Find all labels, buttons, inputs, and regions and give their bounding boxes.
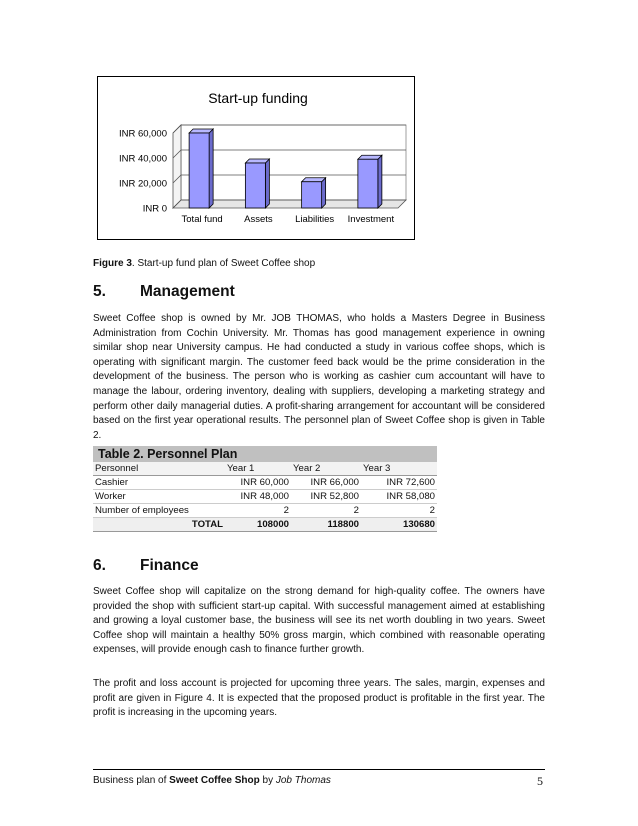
cell: Cashier [93, 476, 225, 490]
header-year2: Year 2 [291, 462, 361, 476]
total-year2: 118800 [291, 518, 361, 532]
cell: INR 66,000 [291, 476, 361, 490]
chart-xtick-label: Investment [347, 214, 395, 225]
chart-bar-top [302, 178, 326, 182]
section-6-heading [93, 557, 199, 575]
cell: INR 58,080 [361, 490, 437, 504]
chart-xtick-label: Assets [244, 214, 273, 225]
header-year1: Year 1 [225, 462, 291, 476]
chart-ytick-label: INR 0 [142, 203, 167, 215]
footer-by: by [259, 775, 276, 786]
figure-caption [93, 258, 315, 269]
cell: Worker [93, 490, 225, 504]
footer-rule [93, 769, 545, 770]
chart-ytick-label: INR 40,000 [118, 153, 167, 165]
cell: 2 [361, 504, 437, 518]
chart-bar-side [322, 178, 326, 208]
total-label: TOTAL [93, 518, 225, 532]
table-row [93, 504, 437, 518]
page-footer [93, 775, 545, 786]
cell: Number of employees [93, 504, 225, 518]
figure-label: Figure 3 [93, 258, 132, 269]
finance-paragraph-1: Sweet Coffee shop will capitalize on the strong demand for high-quality coffee. The owners have provided the shop with sufficient start-up capital. With successful management aimed at establishing and growing a loyal customer base, the business will see its net worth doubling in two years. Sweet Coffee shop will maintain a healthy 50% gross margin, which combined with reasonable operating expenses, will provide enough cash to finance further growth. [93, 586, 545, 656]
cell: INR 60,000 [225, 476, 291, 490]
chart-ytick-label: INR 20,000 [118, 178, 167, 190]
cell: INR 72,600 [361, 476, 437, 490]
chart-bar [189, 133, 209, 208]
table-header-row [93, 462, 437, 476]
cell: 2 [225, 504, 291, 518]
chart-title: Start-up funding [208, 90, 308, 106]
startup-funding-chart [97, 76, 415, 240]
chart-canvas [98, 77, 416, 241]
management-paragraph: Sweet Coffee shop is owned by Mr. JOB THOMAS, who holds a Masters Degree in Business Administration from Cochin University. Mr. Thomas has good management experience in owning similar shop near University campus. He had conducted a study in various coffee shops, which is operating with significant margin. The customer feed back would be the prime consideration in the development of the business. The person who is working as cashier cum accountant will have to manage the labour, ordering inventory, dealing with suppliers, developing a marketing strategy and perform other daily managerial duties. A profit-sharing arrangement for accountant will be considered based on the first year operational results. The personnel plan of Sweet Coffee shop is given in Table 2. [93, 313, 545, 441]
table-row [93, 476, 437, 490]
chart-xtick-label: Liabilities [295, 214, 335, 225]
header-personnel: Personnel [93, 462, 225, 476]
section-5-heading [93, 283, 235, 301]
cell: INR 52,800 [291, 490, 361, 504]
footer-author: Job Thomas [275, 775, 331, 786]
section-5-title: Management [140, 283, 235, 300]
chart-bar [302, 182, 322, 208]
cell: INR 48,000 [225, 490, 291, 504]
chart-bar-side [378, 155, 382, 208]
table-row [93, 490, 437, 504]
figure-caption-text: . Start-up fund plan of Sweet Coffee shop [131, 258, 316, 269]
total-year1: 108000 [225, 518, 291, 532]
chart-bar-side [209, 129, 213, 208]
section-6-title: Finance [140, 557, 199, 574]
chart-bar [358, 159, 378, 208]
cell: 2 [291, 504, 361, 518]
page-number: 5 [537, 774, 543, 788]
header-year3: Year 3 [361, 462, 437, 476]
total-year3: 130680 [361, 518, 437, 532]
footer-brand: Sweet Coffee Shop [169, 775, 260, 786]
section-6-number: 6. [93, 557, 106, 574]
chart-side-wall [173, 125, 181, 208]
table-total-row [93, 518, 437, 532]
chart-ytick-label: INR 60,000 [118, 128, 167, 140]
table-title: Table 2. Personnel Plan [93, 446, 437, 462]
chart-bar-side [265, 159, 269, 208]
finance-paragraph-2: The profit and loss account is projected for upcoming three years. The sales, margin, expenses and profit are given in Figure 4. It is expected that the proposed product is profitable in the first year. The profit is increasing in the upcoming years. [93, 678, 545, 719]
chart-bar-top [245, 159, 269, 163]
chart-bar-top [189, 129, 213, 133]
footer-prefix: Business plan of [93, 775, 170, 786]
chart-xtick-label: Total fund [181, 214, 223, 225]
personnel-plan-table [93, 446, 437, 532]
chart-bar [245, 163, 265, 208]
chart-bar-top [358, 155, 382, 159]
section-5-number: 5. [93, 283, 106, 300]
